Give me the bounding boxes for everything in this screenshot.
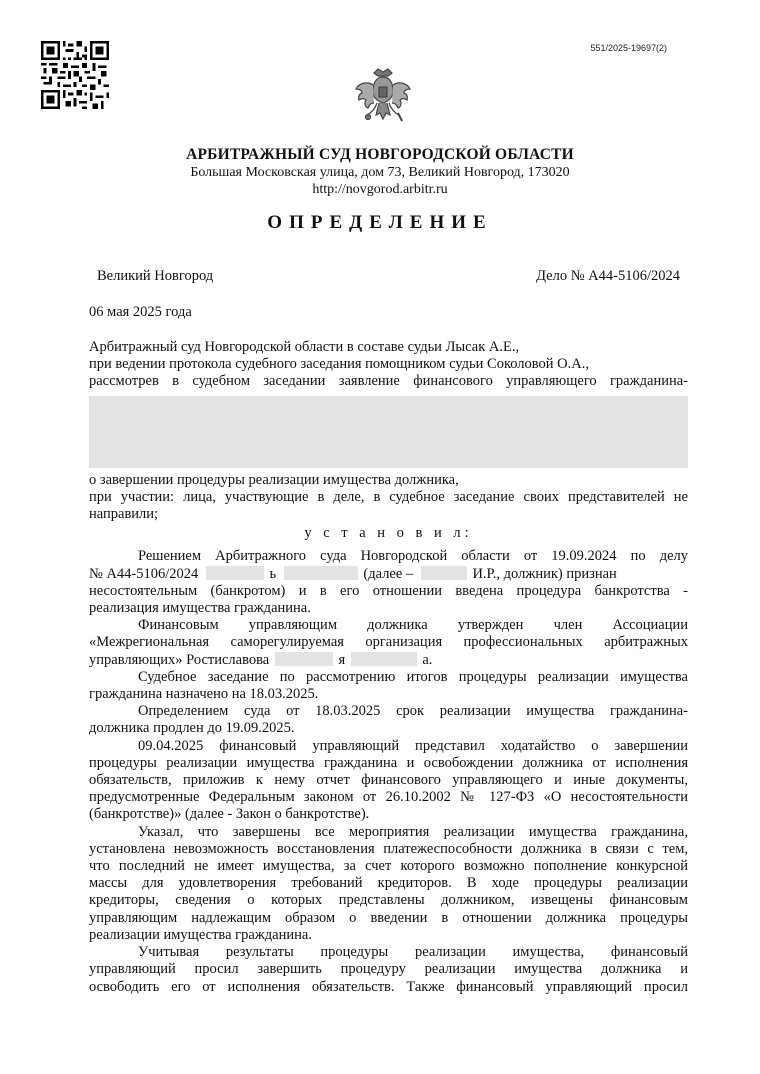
redacted-block xyxy=(89,396,688,468)
intro-line: о завершении процедуры реализации имущества должника, xyxy=(89,471,459,488)
paragraph-line: Финансовым управляющим должника утвержден член Ассоциации xyxy=(138,617,688,634)
paragraph-line: несостоятельным (банкротом) и в его отношении введена процедура банкротства - xyxy=(89,582,688,599)
paragraph-line: «Межрегиональная саморегулируемая организация профессиональных арбитражных xyxy=(89,634,688,651)
court-name-heading: АРБИТРАЖНЫЙ СУД НОВГОРОДСКОЙ ОБЛАСТИ xyxy=(186,146,574,163)
paragraph-line: (банкротстве)» (далее - Закон о банкротстве). xyxy=(89,806,370,823)
city: Великий Новгород xyxy=(97,268,214,284)
paragraph-line: Решением Арбитражного суда Новгородской области от 19.09.2024 по делу xyxy=(138,548,688,565)
redacted-name xyxy=(284,566,358,580)
paragraph-line: Учитывая результаты процедуры реализации имущества, финансовый xyxy=(138,944,688,961)
paragraph-line: освободить его от исполнения обязательств. Также финансовый управляющий просил xyxy=(89,978,688,995)
intro-line: направили; xyxy=(89,506,159,523)
text-fragment: И.Р., должник) признан xyxy=(472,565,617,582)
document-title: ОПРЕДЕЛЕНИЕ xyxy=(267,212,493,233)
qr-code-image xyxy=(41,41,109,109)
redacted-name xyxy=(206,566,264,580)
court-address: Большая Московская улица, дом 73, Великий Новгород, 173020 xyxy=(190,165,570,180)
name-fragment: я xyxy=(338,651,346,668)
paragraph-line-redacted xyxy=(89,566,688,583)
redacted-name xyxy=(351,652,417,666)
text-fragment: управляющих» Ростиславова xyxy=(89,651,270,668)
paragraph-line: что последний не имеет имущества, за счет которого возможно пополнение конкурсной xyxy=(89,858,688,875)
paragraph-line: процедуры реализации имущества гражданина и освобождении должника от исполнения xyxy=(89,754,688,771)
name-fragment: ь xyxy=(269,565,277,582)
redacted-name xyxy=(275,652,333,666)
paragraph-line: Указал, что завершены все мероприятия реализации имущества гражданина, xyxy=(138,823,688,840)
ruling-date: 06 мая 2025 года xyxy=(89,304,192,320)
paragraph-line: реализации имущества гражданина. xyxy=(89,926,312,943)
intro-line: Арбитражный суд Новгородской области в составе судьи Лысак А.Е., xyxy=(89,339,520,355)
coat-of-arms-emblem xyxy=(354,67,412,131)
court-website: http://novgorod.arbitr.ru xyxy=(312,182,448,197)
paragraph-line: должника продлен до 19.09.2025. xyxy=(89,720,295,737)
paragraph-line: предусмотренные Федеральным законом от 26.10.2002 № 127-ФЗ «О несостоятельности xyxy=(89,789,688,806)
paragraph-line: массы для удовлетворения требований кредиторов. В ходе процедуры реализации xyxy=(89,875,688,892)
paragraph-line-redacted xyxy=(89,652,688,669)
intro-line: при участии: лица, участвующие в деле, в судебное заседание своих представителей не xyxy=(89,488,688,505)
case-ref: № А44-5106/2024 xyxy=(89,565,199,582)
redacted-name xyxy=(421,566,467,580)
paragraph-line: установлена невозможность восстановления платежеспособности должника в связи с тем, xyxy=(89,840,688,857)
case-number: Дело № А44-5106/2024 xyxy=(536,268,680,284)
text-fragment: (далее – xyxy=(363,565,414,582)
document-number: 551/2025-19697(2) xyxy=(590,43,667,53)
paragraph-line: гражданина назначено на 18.03.2025. xyxy=(89,686,319,703)
document-body xyxy=(89,339,688,996)
paragraph-line: Судебное заседание по рассмотрению итогов процедуры реализации имущества xyxy=(138,668,688,685)
paragraph-line: управляющим надлежащим образом о введении в отношении должника процедуры xyxy=(89,909,688,926)
established-heading: у с т а н о в и л: xyxy=(304,525,473,542)
intro-line: при ведении протокола судебного заседания помощником судьи Соколовой О.А., xyxy=(89,356,589,373)
paragraph-line: реализация имущества гражданина. xyxy=(89,600,311,617)
intro-line: рассмотрев в судебном заседании заявление финансового управляющего гражданина- xyxy=(89,373,688,390)
paragraph-line: Определением суда от 18.03.2025 срок реализации имущества гражданина- xyxy=(138,703,688,720)
paragraph-line: кредиторы, сведения о которых представлены должником, извещены финансовым xyxy=(89,892,688,909)
paragraph-line: 09.04.2025 финансовый управляющий представил ходатайство о завершении xyxy=(138,737,688,754)
name-fragment: а. xyxy=(422,651,433,668)
paragraph-line: обязательств, приложив к нему отчет финансового управляющего и иные документы, xyxy=(89,772,688,789)
paragraph-line: управляющий просил завершить процедуру реализации имущества должника и xyxy=(89,961,688,978)
